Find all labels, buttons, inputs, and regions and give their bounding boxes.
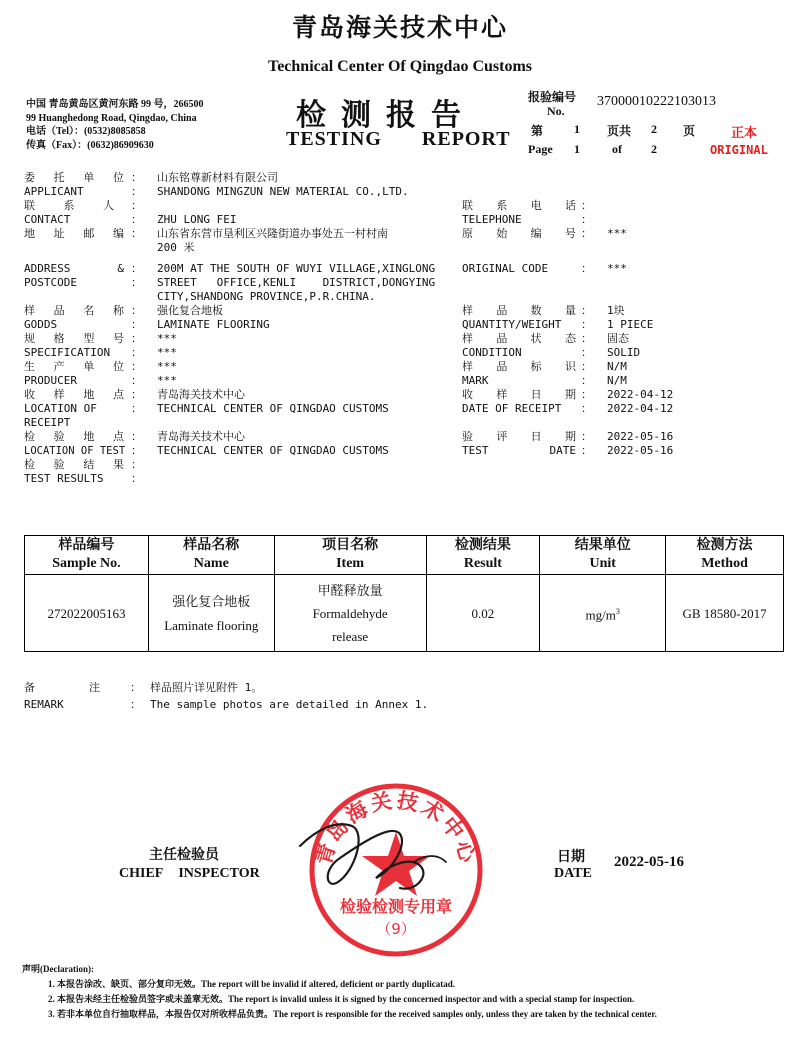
colon: ：	[131, 262, 142, 275]
quantity-value-cn: 1块	[607, 304, 625, 317]
producer-value-2: ***	[157, 374, 177, 387]
item-cell	[274, 575, 426, 652]
colon: ：	[130, 681, 141, 694]
table-row	[25, 575, 784, 652]
colon: ：	[131, 402, 142, 415]
mark-value-2: N/M	[607, 374, 627, 387]
address-value-en-3: CITY,SHANDONG PROVINCE,P.R.CHINA.	[157, 290, 376, 303]
location-test-label-cn: 检验地点	[24, 430, 124, 443]
colon: ：	[131, 374, 142, 387]
address-value-en-1: 200M AT THE SOUTH OF WUYI VILLAGE,XINGLONG	[157, 262, 436, 275]
table-header-cell	[426, 536, 540, 575]
institution-name-en: Technical Center Of Qingdao Customs	[267, 58, 532, 75]
address-value-en-2: STREET OFFICE,KENLI DISTRICT,DONGYING	[157, 276, 436, 289]
colon: ：	[581, 213, 592, 226]
colon: ：	[581, 304, 592, 317]
declaration-item: 1. 本报告涂改、缺页、部分复印无效。The report will be invalid if altered, deficient or partly duplicatad.	[48, 979, 455, 989]
unit-cell	[540, 575, 666, 652]
chief-inspector-label-cn: 主任检验员	[149, 848, 219, 863]
colon: ：	[130, 698, 141, 711]
page-current: 1	[574, 122, 580, 136]
report-number: 37000010222103013	[597, 94, 716, 109]
colon: ：	[581, 430, 592, 443]
colon: ：	[581, 444, 592, 457]
colon: ：	[131, 360, 142, 373]
colon: ：	[581, 262, 592, 275]
stamp-text-top: 青岛海关技术中心	[311, 788, 481, 868]
colon: ：	[131, 318, 142, 331]
remark-value-cn: 样品照片详见附件 1。	[150, 681, 263, 694]
remark-value-en: The sample photos are detailed in Annex 1.	[150, 698, 429, 711]
header-cn: 项目名称	[322, 538, 379, 553]
sample-name-en: Laminate flooring	[164, 617, 259, 633]
address-label-en-1: ADDRESS &	[24, 262, 124, 275]
colon: ：	[581, 388, 592, 401]
chief-inspector-label-en: CHIEF INSPECTOR	[119, 866, 260, 881]
phone-line: 电话（Tel）：(0532)8085858	[26, 126, 146, 137]
copy-label-en: ORIGINAL	[710, 143, 768, 157]
header-cn: 检测结果	[454, 538, 511, 553]
page-label-en: Page	[528, 142, 553, 156]
colon: ：	[131, 444, 142, 457]
header-en: Method	[701, 556, 748, 571]
goods-value-cn: 强化复合地板	[157, 304, 223, 317]
spec-value-1: ***	[157, 332, 177, 345]
handwritten-signature-icon	[296, 770, 496, 970]
mark-label-cn: 样品标识	[462, 360, 576, 373]
applicant-info-block	[24, 171, 784, 486]
result-cell: 0.02	[426, 575, 540, 652]
original-code-label-en: ORIGINAL CODE	[462, 262, 549, 275]
sample-no-cell: 272022005163	[25, 575, 149, 652]
quantity-label-cn: 样品数量	[462, 304, 576, 317]
address-value-cn-1: 山东省东营市垦利区兴隆街道办事处五一村村南	[157, 227, 388, 240]
colon: ：	[131, 346, 142, 359]
date-receipt-label-en: DATE OF RECEIPT	[462, 402, 562, 415]
original-code-value: ***	[607, 262, 627, 275]
report-title-en: TESTING REPORT	[286, 128, 511, 150]
contact-value: ZHU LONG FEI	[157, 213, 237, 226]
declaration-item: 3. 若非本单位自行抽取样品，本报告仅对所收样品负责。The report is responsible for the received samples only, unless they are taken by the technical center.	[48, 1009, 657, 1019]
page-label-ye: 页	[683, 124, 696, 138]
original-no-value: ***	[607, 227, 627, 240]
condition-label-cn: 样品状态	[462, 332, 576, 345]
colon: ：	[581, 318, 592, 331]
producer-label-en: PRODUCER	[24, 374, 77, 387]
fax-line: 传真（Fax）：(0632)86909630	[26, 139, 154, 151]
location-test-value-en: TECHNICAL CENTER OF QINGDAO CUSTOMS	[157, 444, 389, 457]
colon: ：	[131, 199, 142, 212]
header-cn: 检测方法	[696, 538, 753, 553]
contact-label-en: CONTACT	[24, 213, 71, 226]
date-label-cn: 日期	[557, 850, 585, 865]
quantity-label-en: QUANTITY/WEIGHT	[462, 318, 562, 331]
address-label-cn: 地址邮编	[24, 227, 124, 240]
colon: ：	[581, 346, 592, 359]
location-receipt-value-cn: 青岛海关技术中心	[157, 388, 245, 401]
header-cn: 样品名称	[183, 538, 240, 553]
address-line: 中国 青岛黄岛区黄河东路 99 号，266500	[26, 99, 204, 110]
colon: ：	[131, 430, 142, 443]
declaration-title: 声明(Declaration):	[22, 964, 94, 974]
table-header-cell	[148, 536, 274, 575]
colon: ：	[131, 276, 142, 289]
colon: ：	[581, 402, 592, 415]
colon: ：	[581, 227, 592, 240]
test-date-label-en: TEST DATE	[462, 444, 576, 457]
unit-text: mg/m	[585, 607, 616, 623]
table-header-cell	[274, 536, 426, 575]
spec-label-en: SPECIFICATION	[24, 346, 111, 359]
applicant-value-en: SHANDONG MINGZUN NEW MATERIAL CO.,LTD.	[157, 185, 409, 198]
date-receipt-value-1: 2022-04-12	[607, 388, 674, 401]
header-en: Item	[336, 556, 365, 571]
item-en-1: Formaldehyde	[312, 605, 388, 621]
goods-value-en: LAMINATE FLOORING	[157, 318, 270, 331]
test-date-value-2: 2022-05-16	[607, 444, 674, 457]
location-receipt-label-en-2: RECEIPT	[24, 416, 71, 429]
producer-value-1: ***	[157, 360, 177, 373]
colon: ：	[131, 185, 142, 198]
header-en: Result	[463, 556, 502, 571]
method-cell: GB 18580-2017	[666, 575, 784, 652]
sample-name-cell	[148, 575, 274, 652]
date-receipt-value-2: 2022-04-12	[607, 402, 674, 415]
colon: ：	[131, 388, 142, 401]
test-date-value-1: 2022-05-16	[607, 430, 674, 443]
colon: ：	[581, 199, 592, 212]
declaration-block	[22, 962, 657, 1022]
test-date-label-cn: 验评日期	[462, 430, 576, 443]
header-en: Sample No.	[52, 556, 121, 571]
colon: ：	[581, 332, 592, 345]
page-label-of: of	[612, 142, 622, 156]
page-label-di: 第	[531, 124, 544, 138]
original-no-label-cn: 原始编号	[462, 227, 576, 240]
address-label-en-2: POSTCODE	[24, 276, 77, 289]
condition-value-cn: 固态	[607, 332, 629, 345]
header-en: Unit	[589, 556, 616, 571]
institution-address	[26, 98, 204, 152]
location-receipt-label-cn: 收样地点	[24, 388, 124, 401]
condition-label-en: CONDITION	[462, 346, 522, 359]
goods-label-cn: 样品名称	[24, 304, 124, 317]
spec-label-cn: 规格型号	[24, 332, 124, 345]
colon: ：	[131, 213, 142, 226]
location-receipt-value-en: TECHNICAL CENTER OF QINGDAO CUSTOMS	[157, 402, 389, 415]
test-results-label-cn: 检验结果	[24, 458, 124, 471]
goods-label-en: GODDS	[24, 318, 58, 331]
item-en-2: release	[332, 628, 369, 644]
applicant-label-en: APPLICANT	[24, 185, 84, 198]
telephone-label-cn: 联系电话	[462, 199, 576, 212]
page-current-en: 1	[574, 142, 580, 156]
date-receipt-label-cn: 收样日期	[462, 388, 576, 401]
results-table	[24, 535, 784, 652]
colon: ：	[131, 332, 142, 345]
colon: ：	[131, 171, 142, 184]
date-label-en: DATE	[554, 866, 592, 881]
stamp-text-bottom: 检验检测专用章	[339, 897, 453, 916]
colon: ：	[581, 360, 592, 373]
colon: ：	[131, 458, 142, 471]
header-cn: 结果单位	[574, 538, 631, 553]
item-cn: 甲醛释放量	[317, 582, 383, 598]
location-test-label-en: LOCATION OF TEST	[24, 445, 126, 457]
remark-label-en: REMARK	[24, 698, 64, 711]
page-total-en: 2	[651, 142, 657, 156]
applicant-label-cn: 委托单位	[24, 171, 124, 184]
table-header-cell	[666, 536, 784, 575]
location-receipt-label-en-1: LOCATION OF	[24, 402, 97, 415]
report-no-label-cn: 报验编号	[528, 90, 577, 104]
colon: ：	[131, 304, 142, 317]
condition-value-en: SOLID	[607, 346, 641, 359]
producer-label-cn: 生产单位	[24, 360, 124, 373]
colon: ：	[131, 227, 142, 240]
spec-value-2: ***	[157, 346, 177, 359]
applicant-value-cn: 山东铭尊新材料有限公司	[157, 171, 278, 184]
sample-name-cn: 强化复合地板	[172, 593, 251, 609]
location-test-value-cn: 青岛海关技术中心	[157, 430, 245, 443]
page-label-ye-gong: 页共	[607, 124, 632, 138]
remark-label-cn: 备注	[24, 681, 100, 694]
address-value-cn-2: 200 米	[157, 241, 195, 254]
contact-label-cn: 联系人	[24, 199, 114, 212]
header-en: Name	[193, 556, 229, 571]
unit-superscript: 3	[615, 606, 620, 616]
institution-name-cn: 青岛海关技术中心	[291, 15, 508, 42]
table-header-cell	[540, 536, 666, 575]
table-header-cell	[25, 536, 149, 575]
stamp-number: （9）	[376, 920, 416, 938]
signature-date: 2022-05-16	[614, 854, 684, 870]
colon: ：	[131, 472, 142, 485]
declaration-item: 2. 本报告未经主任检验员签字或未盖章无效。The report is invalid unless it is signed by the concerned inspector and with a special stamp for inspection.	[48, 994, 635, 1004]
test-results-label-en: TEST RESULTS	[24, 472, 104, 485]
report-no-label-en: No.	[547, 104, 565, 118]
header-cn: 样品编号	[58, 538, 115, 553]
mark-value-1: N/M	[607, 360, 627, 373]
telephone-label-en: TELEPHONE	[462, 213, 522, 226]
copy-label-cn: 正本	[731, 125, 758, 140]
quantity-value-en: 1 PIECE	[607, 318, 654, 331]
table-header-row	[25, 536, 784, 575]
colon: ：	[581, 374, 592, 387]
page-total: 2	[651, 122, 657, 136]
report-title-cn: 检测报告	[296, 99, 476, 132]
mark-label-en: MARK	[462, 374, 489, 387]
address-line: 99 Huanghedong Road, Qingdao, China	[26, 112, 197, 124]
official-stamp	[296, 770, 496, 975]
